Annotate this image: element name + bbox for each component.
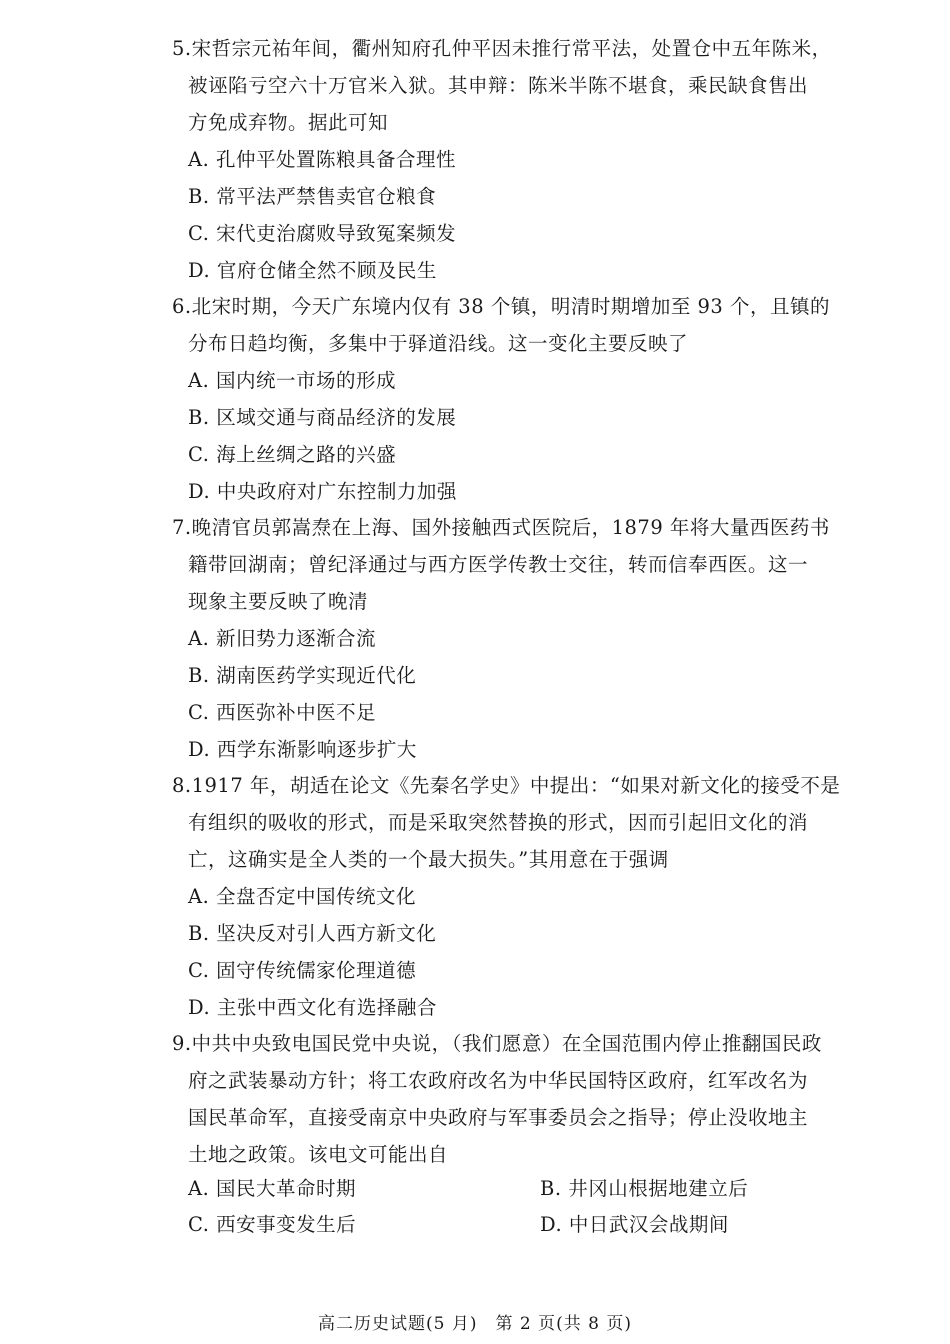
option-a: A. 新旧势力逐渐合流: [188, 627, 376, 650]
question-text-line: 府之武装暴动方针；将工农政府改名为中华民国特区政府，红军改名为: [188, 1069, 809, 1092]
question-text-line: 现象主要反映了晚清: [188, 590, 369, 613]
option-c: C. 海上丝绸之路的兴盛: [188, 443, 397, 466]
option-b: B. 区域交通与商品经济的发展: [188, 406, 457, 429]
option-a: A. 孔仲平处置陈粮具备合理性: [188, 148, 456, 171]
option-d: D. 中日武汉会战期间: [540, 1213, 729, 1236]
option-a: A. 国内统一市场的形成: [188, 369, 396, 392]
question-text-line: 8.1917 年，胡适在论文《先秦名学史》中提出：“如果对新文化的接受不是: [172, 774, 841, 797]
question-text-line: 分布日趋均衡，多集中于驿道沿线。这一变化主要反映了: [188, 332, 689, 355]
option-c: C. 西医弥补中医不足: [188, 701, 377, 724]
option-b: B. 坚决反对引人西方新文化: [188, 922, 437, 945]
question-text-line: 籍带回湖南；曾纪泽通过与西方医学传教士交往，转而信奉西医。这一: [188, 553, 809, 576]
page-footer: 高二历史试题(5 月) 第 2 页(共 8 页): [318, 1314, 632, 1334]
question-text-line: 7.晚清官员郭嵩焘在上海、国外接触西式医院后，1879 年将大量西医药书: [172, 516, 830, 539]
question-text-line: 国民革命军，直接受南京中央政府与军事委员会之指导；停止没收地主: [188, 1106, 809, 1129]
question-text-line: 方免成弃物。据此可知: [188, 111, 389, 134]
option-d: D. 主张中西文化有选择融合: [188, 996, 437, 1019]
option-a: A. 全盘否定中国传统文化: [188, 885, 416, 908]
option-c: C. 固守传统儒家伦理道德: [188, 959, 417, 982]
question-text-line: 5.宋哲宗元祐年间，衢州知府孔仲平因未推行常平法，处置仓中五年陈米，: [172, 37, 832, 60]
question-text-line: 亡，这确实是全人类的一个最大损失。”其用意在于强调: [188, 848, 669, 871]
question-text-line: 土地之政策。该电文可能出自: [188, 1143, 449, 1166]
question-text-line: 被诬陷亏空六十万官米入狱。其申辩：陈米半陈不堪食，乘民缺食售出: [188, 74, 809, 97]
option-d: D. 西学东渐影响逐步扩大: [188, 738, 417, 761]
option-a: A. 国民大革命时期: [188, 1177, 356, 1200]
option-d: D. 中央政府对广东控制力加强: [188, 480, 457, 503]
option-d: D. 官府仓储全然不顾及民生: [188, 259, 437, 282]
option-c: C. 宋代吏治腐败导致冤案频发: [188, 222, 457, 245]
question-text-line: 有组织的吸收的形式，而是采取突然替换的形式，因而引起旧文化的消: [188, 811, 809, 834]
option-b: B. 常平法严禁售卖官仓粮食: [188, 185, 437, 208]
question-text-line: 6.北宋时期，今天广东境内仅有 38 个镇，明清时期增加至 93 个，且镇的: [172, 295, 831, 318]
option-b: B. 湖南医药学实现近代化: [188, 664, 417, 687]
option-b: B. 井冈山根据地建立后: [540, 1177, 749, 1200]
question-text-line: 9.中共中央致电国民党中央说，（我们愿意）在全国范围内停止推翻国民政: [172, 1032, 822, 1055]
option-c: C. 西安事变发生后: [188, 1213, 357, 1236]
